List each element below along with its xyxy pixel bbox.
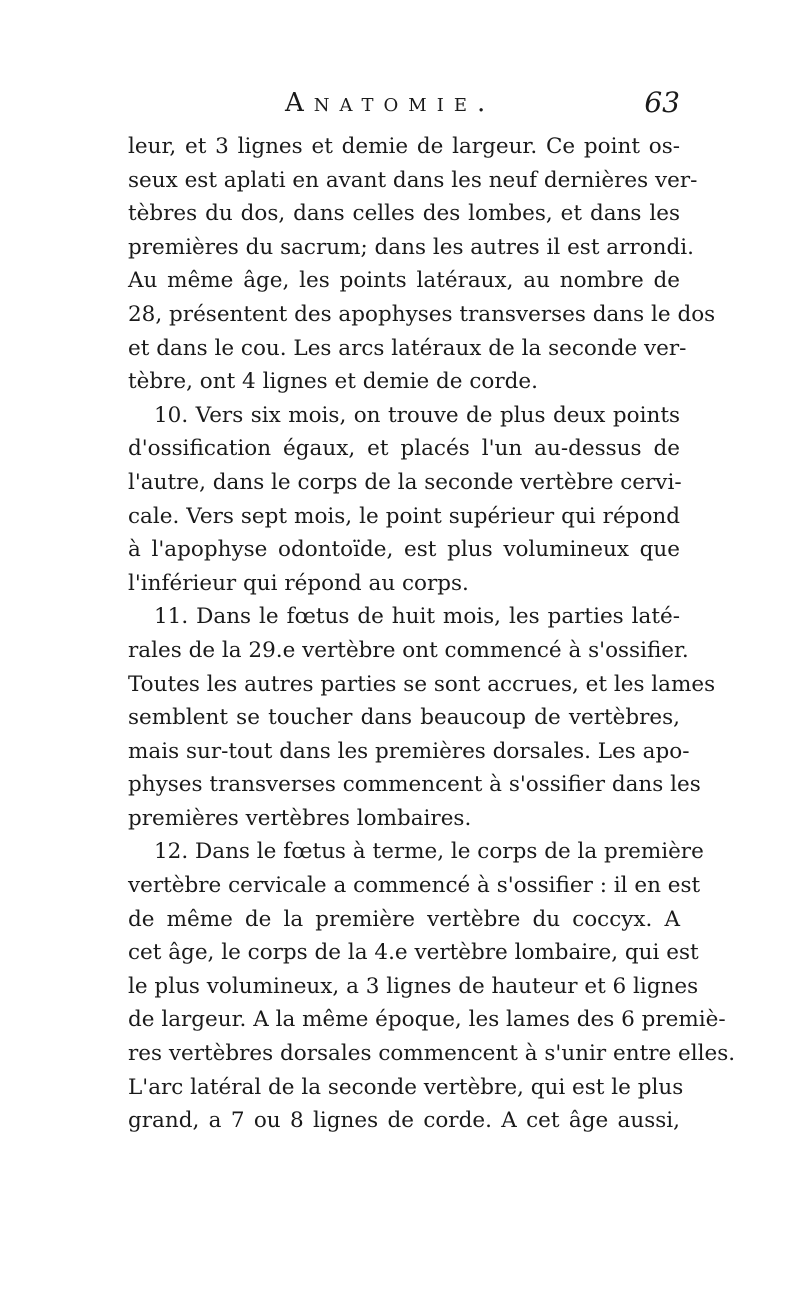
text-line: Toutes les autres parties se sont accrues, et les lames [128, 671, 716, 697]
text-line: premières vertèbres lombaires. [128, 805, 472, 831]
text-line: vertèbre cervicale a commencé à s'ossifier : il en est [128, 873, 701, 899]
text-line: de même de la première vertèbre du coccyx. A [128, 906, 680, 932]
text-line: semblent se toucher dans beaucoup de vertèbres, [128, 705, 680, 731]
text-line: seux est aplati en avant dans les neuf dernières ver- [128, 167, 698, 193]
text-line: de largeur. A la même époque, les lames des 6 premiè- [128, 1007, 726, 1033]
text-line: l'inférieur qui répond au corps. [128, 570, 469, 596]
text-line: tèbres du dos, dans celles des lombes, et dans les [128, 201, 680, 227]
text-line: L'arc latéral de la seconde vertèbre, qui est le plus [128, 1074, 684, 1100]
text-line: cet âge, le corps de la 4.e vertèbre lombaire, qui est [128, 940, 699, 966]
text-line: rales de la 29.e vertèbre ont commencé à s'ossifier. [128, 637, 689, 663]
text-line: premières du sacrum; dans les autres il est arrondi. [128, 234, 694, 260]
text-line: l'autre, dans le corps de la seconde vertèbre cervi- [128, 469, 682, 495]
body-text [128, 130, 736, 1138]
text-line: Au même âge, les points latéraux, au nombre de [128, 268, 680, 294]
running-head [130, 88, 680, 128]
text-line: à l'apophyse odontoïde, est plus volumineux que [128, 537, 680, 563]
text-line: res vertèbres dorsales commencent à s'unir entre elles. [128, 1041, 736, 1067]
text-line: grand, a 7 ou 8 lignes de corde. A cet âge aussi, [128, 1108, 680, 1134]
text-line: leur, et 3 lignes et demie de largeur. Ce point os- [128, 134, 680, 159]
text-line: mais sur-tout dans les premières dorsales. Les apo- [128, 738, 690, 764]
text-line: cale. Vers sept mois, le point supérieur qui répond [128, 503, 680, 529]
text-line: tèbre, ont 4 lignes et demie de corde. [128, 369, 538, 395]
text-line: physes transverses commencent à s'ossifier dans les [128, 772, 701, 798]
text-line: et dans le cou. Les arcs latéraux de la seconde ver- [128, 335, 687, 361]
paragraph-12-start: 12. Dans le fœtus à terme, le corps de la première [154, 839, 704, 865]
page-number: 63 [644, 86, 680, 119]
paragraph-11-start: 11. Dans le fœtus de huit mois, les parties laté- [154, 604, 680, 630]
text-line: d'ossification égaux, et placés l'un au-dessus de [128, 436, 680, 462]
running-title: Anatomie. [285, 88, 496, 118]
text-line: 28, présentent des apophyses transverses dans le dos [128, 301, 716, 327]
text-line: le plus volumineux, a 3 lignes de hauteur et 6 lignes [128, 973, 699, 999]
paragraph-10-start: 10. Vers six mois, on trouve de plus deux points [154, 402, 680, 428]
